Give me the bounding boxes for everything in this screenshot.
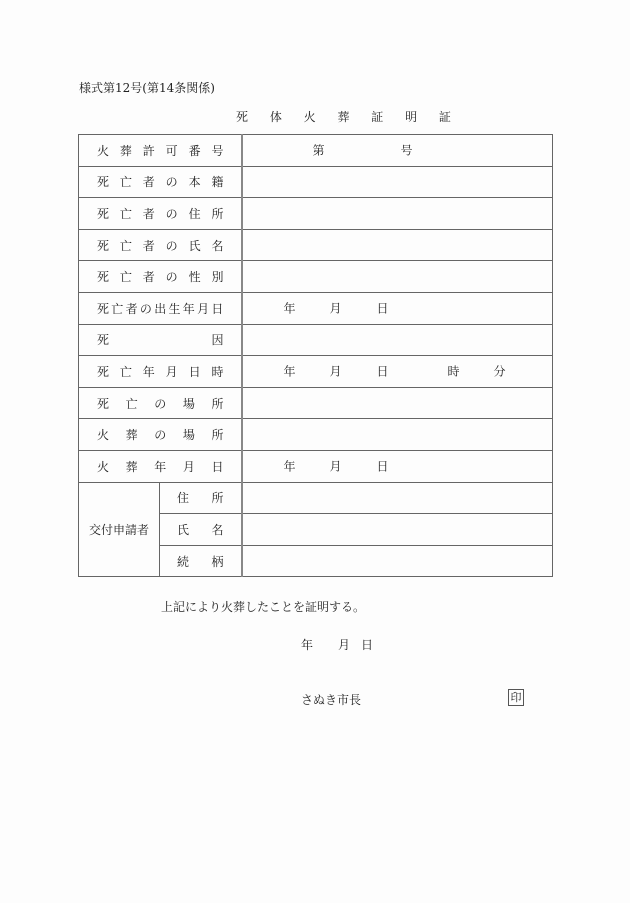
table-row (79, 387, 553, 419)
applicant-value-field[interactable] (242, 482, 553, 514)
table-row (79, 419, 553, 451)
label-char: 氏 (188, 238, 201, 253)
form-id: 様式第12号(第14条関係) (79, 81, 215, 95)
label-char: 死 (97, 175, 110, 190)
date-month-label: 月 (338, 638, 351, 652)
row-value-field[interactable] (242, 135, 553, 167)
label-char: 月 (197, 301, 210, 316)
label-char: 者 (142, 238, 155, 253)
label-char: の (165, 238, 178, 253)
label-char: 許 (142, 143, 155, 158)
label-char: の (165, 175, 178, 190)
label-char: 所 (211, 428, 224, 443)
row-value-field[interactable] (242, 356, 553, 388)
table-row (79, 292, 553, 324)
applicant-sub-label (160, 545, 242, 577)
document-title: 死 体 火 葬 証 明 証 (236, 110, 460, 124)
row-value-field[interactable] (242, 166, 553, 198)
label-char: 住 (177, 491, 190, 506)
applicant-value-field[interactable] (242, 545, 553, 577)
certificate-table (78, 134, 553, 577)
row-label (79, 292, 242, 324)
row-label (79, 166, 242, 198)
label-char: 年 (154, 459, 167, 474)
applicant-row (79, 482, 553, 514)
label-char: 死 (97, 396, 110, 411)
label-char: 死 (97, 270, 110, 285)
label-char: 日 (211, 301, 224, 316)
label-char: 柄 (211, 554, 224, 569)
label-char: 亡 (119, 175, 132, 190)
label-char: 者 (142, 270, 155, 285)
label-char: 亡 (119, 206, 132, 221)
label-char: 番 (188, 143, 201, 158)
label-char: 亡 (125, 396, 138, 411)
value-unit-label: 年 (283, 301, 296, 316)
label-char: 死 (97, 333, 110, 348)
value-unit-label: 号 (400, 143, 413, 158)
row-label (79, 324, 242, 356)
label-char: 氏 (177, 522, 190, 537)
row-label (79, 450, 242, 482)
label-char: 死 (97, 238, 110, 253)
label-char: 死 (97, 301, 110, 316)
row-label (79, 261, 242, 293)
row-label (79, 387, 242, 419)
label-char: の (154, 396, 167, 411)
seal-stamp-icon: 印 (508, 689, 524, 706)
row-label (79, 198, 242, 230)
row-label (79, 419, 242, 451)
label-char: 亡 (111, 301, 124, 316)
value-unit-label: 月 (329, 459, 342, 474)
value-unit-label: 日 (376, 364, 389, 379)
label-char: の (139, 301, 152, 316)
label-char: 籍 (211, 175, 224, 190)
table-row (79, 135, 553, 167)
label-char: 亡 (119, 364, 132, 379)
label-char: 生 (168, 301, 181, 316)
applicant-sub-label (160, 514, 242, 546)
table-row (79, 229, 553, 261)
label-char: 死 (97, 364, 110, 379)
label-char: の (165, 206, 178, 221)
row-value-field[interactable] (242, 387, 553, 419)
label-char: 出 (154, 301, 167, 316)
value-unit-label: 日 (376, 459, 389, 474)
label-char: 日 (211, 459, 224, 474)
label-char: 火 (97, 459, 110, 474)
label-char: 年 (142, 364, 155, 379)
value-unit-label: 第 (312, 143, 325, 158)
applicant-value-field[interactable] (242, 514, 553, 546)
label-char: 者 (142, 206, 155, 221)
row-label (79, 356, 242, 388)
label-char: 月 (165, 364, 178, 379)
label-char: 性 (188, 270, 201, 285)
value-unit-label: 月 (329, 301, 342, 316)
signatory: さぬき市長 (301, 693, 362, 707)
label-char: 号 (211, 143, 224, 158)
label-char: 葬 (125, 428, 138, 443)
label-char: 可 (165, 143, 178, 158)
date-day-label: 日 (361, 638, 374, 652)
table-row (79, 261, 553, 293)
label-char: 住 (188, 206, 201, 221)
row-label (79, 135, 242, 167)
label-char: 続 (177, 554, 190, 569)
value-unit-label: 年 (283, 459, 296, 474)
label-char: 葬 (119, 143, 132, 158)
label-char: 因 (211, 333, 224, 348)
row-value-field[interactable] (242, 261, 553, 293)
label-char: 死 (97, 206, 110, 221)
value-unit-label: 年 (283, 364, 296, 379)
value-unit-label: 分 (493, 364, 506, 379)
label-char: 場 (182, 428, 195, 443)
row-label (79, 229, 242, 261)
applicant-sub-label (160, 482, 242, 514)
label-char: 場 (182, 396, 195, 411)
label-char: の (165, 270, 178, 285)
row-value-field[interactable] (242, 292, 553, 324)
label-char: 火 (97, 143, 110, 158)
label-char: 年 (182, 301, 195, 316)
value-unit-label: 月 (329, 364, 342, 379)
certification-statement: 上記により火葬したことを証明する。 (161, 600, 366, 614)
label-char: 亡 (119, 270, 132, 285)
label-char: 本 (188, 175, 201, 190)
label-char: の (154, 428, 167, 443)
label-char: 日 (188, 364, 201, 379)
label-char: 名 (211, 238, 224, 253)
label-char: 者 (142, 175, 155, 190)
row-value-field[interactable] (242, 419, 553, 451)
table-row (79, 166, 553, 198)
table-row (79, 324, 553, 356)
label-char: 所 (211, 491, 224, 506)
table-row (79, 450, 553, 482)
row-value-field[interactable] (242, 229, 553, 261)
label-char: 亡 (119, 238, 132, 253)
value-unit-label: 日 (376, 301, 389, 316)
label-char: 葬 (125, 459, 138, 474)
row-value-field[interactable] (242, 324, 553, 356)
value-unit-label: 時 (447, 364, 460, 379)
label-char: 所 (211, 396, 224, 411)
label-char: 者 (125, 301, 138, 316)
label-char: 火 (97, 428, 110, 443)
label-char: 別 (211, 270, 224, 285)
label-char: 月 (182, 459, 195, 474)
label-char: 所 (211, 206, 224, 221)
applicant-group-label: 交付申請者 (79, 482, 160, 577)
label-char: 名 (211, 522, 224, 537)
row-value-field[interactable] (242, 450, 553, 482)
row-value-field[interactable] (242, 198, 553, 230)
label-char: 時 (211, 364, 224, 379)
table-row (79, 198, 553, 230)
table-row (79, 356, 553, 388)
date-year-label: 年 (301, 638, 314, 652)
